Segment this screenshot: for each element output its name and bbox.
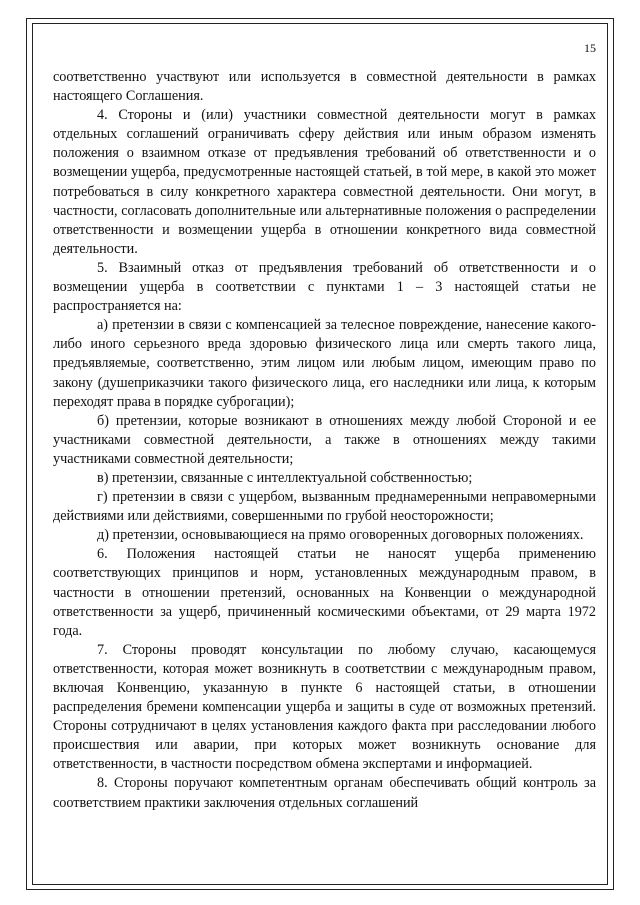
document-body xyxy=(53,68,596,813)
subparagraph-a: а) претензии в связи с компенсацией за телесное повреждение, нанесение какого-либо иного серьезного вреда здоровью физического лица или смерть такого лица, предъявляемые, соответственно, этим лицом или любым лицом, имеющим право по закону (душеприказчики такого физического лица, его наследники или лица, к которым переходят права в порядке суброгации); xyxy=(53,317,596,410)
subparagraph-d: д) претензии, основывающиеся на прямо оговоренных договорных положениях. xyxy=(97,527,584,544)
paragraph-item-6: 6. Положения настоящей статьи не наносят ущерба применению соответствующих принципов и норм, установленных международным правом, в частности в отношении претензий, основанных на Конвенции о международной ответственности за ущерб, причиненный космическими объектами, от 29 марта 1972 года. xyxy=(53,546,596,639)
subparagraph-b: б) претензии, которые возникают в отношениях между любой Стороной и ее участниками совместной деятельности, а также в отношениях между такими участниками совместной деятельности; xyxy=(53,412,596,467)
subparagraph-v: в) претензии, связанные с интеллектуальной собственностью; xyxy=(97,469,473,486)
paragraph-item-7: 7. Стороны проводят консультации по любому случаю, касающемуся ответственности, которая может возникнуть в соответствии с международным правом, включая Конвенцию, указанную в пункте 6 настоящей статьи, в отношении распределения бремени компенсации ущерба и защиты в суде от возможных претензий. Стороны сотрудничают в целях установления каждого факта при расследовании любого происшествия или аварии, при которых может возникнуть основание для ответственности, в частности посредством обмена экспертами и информацией. xyxy=(53,641,596,773)
page-number: 15 xyxy=(584,41,596,55)
paragraph-item-5: 5. Взаимный отказ от предъявления требований об ответственности и о возмещении ущерба в соответствии с пунктами 1 – 3 настоящей статьи не распространяется на: xyxy=(53,259,596,315)
paragraph-item-8: 8. Стороны поручают компетентным органам обеспечивать общий контроль за соответствием практики заключения отдельных соглашений xyxy=(53,775,596,811)
subparagraph-g: г) претензии в связи с ущербом, вызванным преднамеренными неправомерными действиями или действиями, совершенными по грубой неосторожности; xyxy=(53,489,596,525)
paragraph-item-4: 4. Стороны и (или) участники совместной деятельности могут в рамках отдельных соглашений ограничивать сферу действия или иным образом изменять положения о взаимном отказе от предъявления требований об ответственности и о возмещении ущерба, предусмотренные настоящей статьей, в той мере, в какой это может потребоваться в силу конкретного характера совместной деятельности. Они могут, в частности, согласовать дополнительные или альтернативные положения о распределении ответственности и возмещении ущерба в отношении конкретного вида совместной деятельности. xyxy=(53,107,596,257)
paragraph-continuation: соответственно участвуют или используется в совместной деятельности в рамках настоящего Соглашения. xyxy=(53,69,596,105)
